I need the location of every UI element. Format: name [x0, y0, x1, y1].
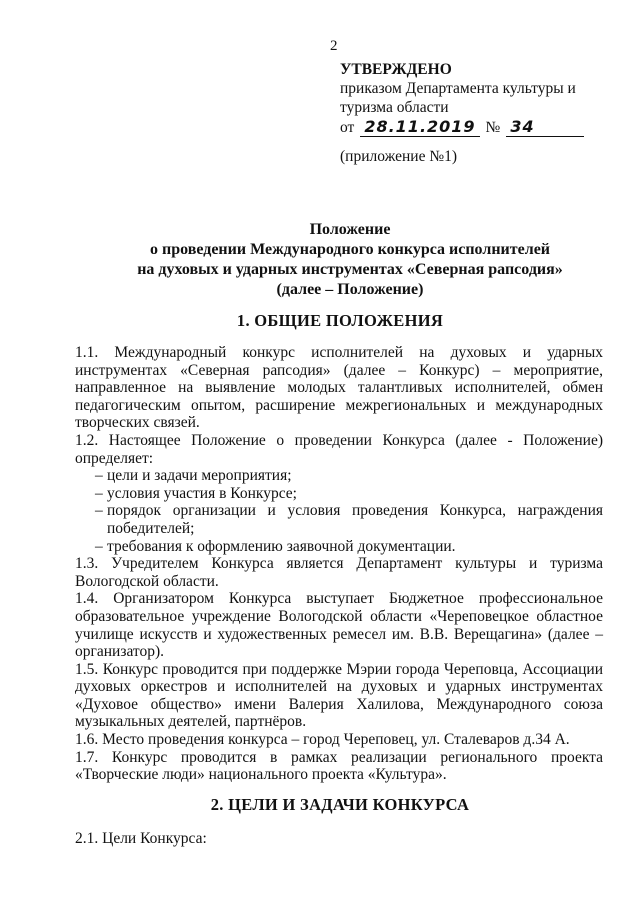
- section-2-body: [75, 830, 603, 848]
- date-prefix: от: [340, 119, 355, 136]
- clause-1-7: 1.7. Конкурс проводится в рамках реализации регионального проекта «Творческие люди» национального проекта «Культура».: [75, 748, 603, 784]
- handwritten-number: 34: [506, 117, 584, 137]
- list-item: – условия участия в Конкурсе;: [95, 484, 297, 502]
- title-line-3: на духовых и ударных инструментах «Северная рапсодия»: [137, 261, 563, 278]
- approval-heading: УТВЕРЖДЕНО: [340, 61, 452, 78]
- clause-2-1: 2.1. Цели Конкурса:: [75, 830, 207, 847]
- attachment-note: (приложение №1): [340, 148, 458, 165]
- section-2-heading: 2. ЦЕЛИ И ЗАДАЧИ КОНКУРСА: [210, 795, 470, 814]
- list-item: – требования к оформлению заявочной документации.: [95, 537, 456, 555]
- list-item: – цели и задачи мероприятия;: [95, 467, 292, 485]
- title-line-1: Положение: [309, 221, 391, 238]
- handwritten-date: 28.11.2019: [360, 117, 479, 137]
- clause-1-4: 1.4. Организатором Конкурса выступает Бюджетное профессиональное образовательное учреждение Вологодской области «Череповецкое областное училище искусств и художественных ремесел им. В.В. Верещагина» (далее – организатор).: [75, 590, 603, 661]
- approval-department-line: туризма области: [340, 99, 449, 116]
- number-prefix: №: [485, 119, 501, 136]
- list-item: – порядок организации и условия проведения Конкурса, награждения победителей;: [95, 502, 603, 537]
- title-line-2: о проведении Международного конкурса исполнителей: [149, 241, 551, 258]
- section-1-heading: 1. ОБЩИЕ ПОЛОЖЕНИЯ: [236, 311, 444, 330]
- approval-date-number-line: [340, 117, 600, 137]
- approval-stamp: [340, 60, 600, 137]
- clause-1-5: 1.5. Конкурс проводится при поддержке Мэрии города Череповца, Ассоциации духовых оркестров и исполнителей на духовых и ударных инструментах «Духовое общество» имени Валерия Халилова, Международного союза музыкальных деятелей, партнёров.: [75, 660, 603, 731]
- title-line-4: (далее – Положение): [276, 281, 424, 298]
- section-1-body: [75, 344, 603, 784]
- approval-order-line: приказом Департамента культуры и: [340, 80, 576, 97]
- document-title: [100, 220, 600, 300]
- clause-1-6: 1.6. Место проведения конкурса – город Череповец, ул. Сталеваров д.34 А.: [75, 731, 570, 749]
- clause-1-3: 1.3. Учредителем Конкурса является Департамент культуры и туризма Вологодской области.: [75, 555, 603, 590]
- clause-1-2: 1.2. Настоящее Положение о проведении Конкурса (далее - Положение) определяет:: [75, 431, 603, 467]
- clause-1-1: 1.1. Международный конкурс исполнителей на духовых и ударных инструментах «Северная рапсодия» (далее – Конкурс) – мероприятие, направленное на выявление молодых талантливых исполнителей, обмен педагогическим опытом, расширение межрегиональных и международных творческих связей.: [75, 344, 603, 432]
- page-number: 2: [330, 38, 338, 54]
